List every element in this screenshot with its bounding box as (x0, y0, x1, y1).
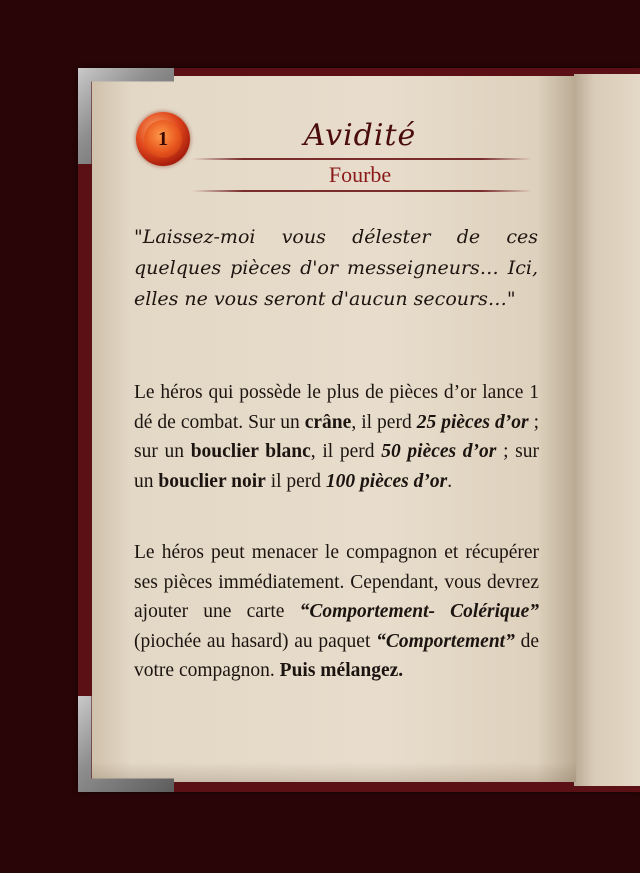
keyword-black-shield: bouclier noir (158, 470, 266, 492)
gold-loss-100: 100 pièces d’or (325, 470, 448, 492)
text: , il perd (351, 411, 417, 433)
rules-paragraph-2 (134, 538, 539, 686)
text: Le héros peut menacer le compagnon et récupérer ses pièces immédiatement. Cependant, vous devrez ajouter une carte (134, 542, 539, 622)
rules-paragraph-1 (134, 378, 539, 496)
card-number-medallion (136, 112, 190, 166)
text: ; sur un (134, 441, 540, 492)
card-name-colerique: “Comportement- Colérique” (299, 601, 540, 622)
card-number: 1 (144, 120, 182, 158)
text: de votre compagnon. (134, 630, 540, 681)
shuffle-instruction: Puis mélangez. (279, 660, 404, 681)
text: (piochée au hasard) au paquet (134, 630, 377, 652)
text: , il perd (310, 441, 382, 462)
keyword-white-shield: bouclier blanc (190, 441, 311, 462)
gold-loss-25: 25 pièces d’or (416, 411, 529, 433)
right-page (574, 74, 640, 786)
card-title: Avidité (303, 118, 417, 153)
text: Le héros qui possède le plus de pièces d’or lance 1 dé de combat. Sur un (134, 382, 539, 433)
text: il perd (265, 470, 326, 492)
text: ; sur un (134, 411, 539, 462)
text: . (447, 470, 453, 492)
flavor-quote: "Laissez-moi vous délester de ces quelques pièces d'or messeigneurs… Ici, elles ne vous seront d'aucun secours…" (134, 226, 538, 310)
subtitle-divider (192, 190, 532, 192)
gold-loss-50: 50 pièces d’or (381, 441, 497, 462)
title-divider (192, 158, 532, 160)
card-subtitle: Fourbe (328, 162, 392, 187)
deck-name-comportement: “Comportement” (376, 630, 515, 652)
keyword-skull: crâne (304, 411, 352, 433)
